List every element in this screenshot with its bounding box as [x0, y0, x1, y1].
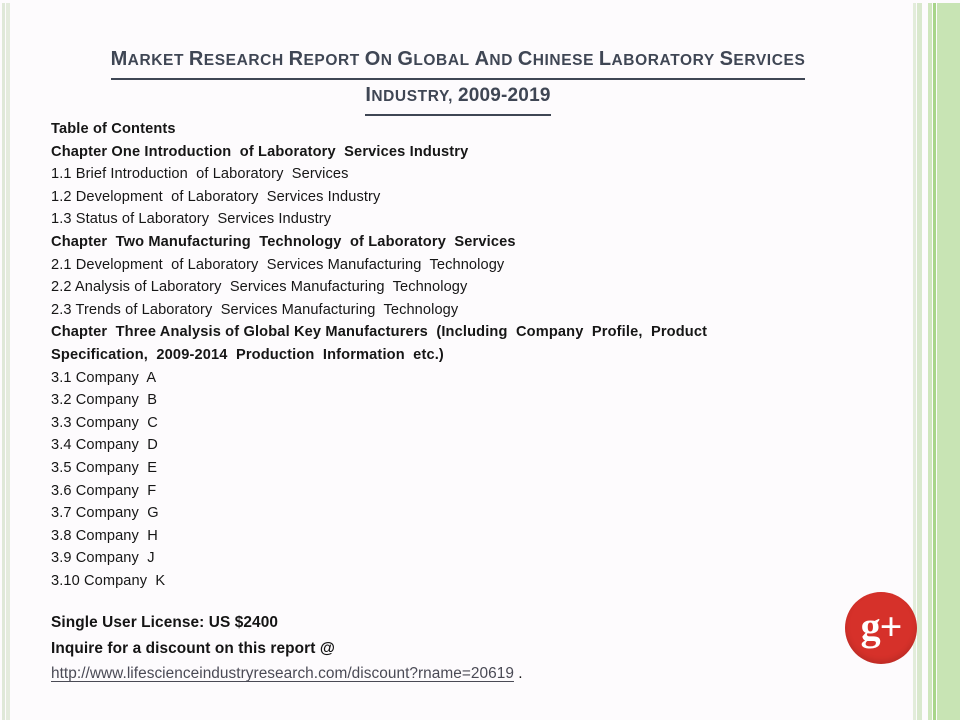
title-cap: M [110, 48, 128, 70]
title-word-services [719, 48, 806, 70]
url-trailing-period: . [513, 665, 523, 682]
title-word-and [474, 48, 514, 70]
title-word-research [188, 48, 284, 70]
discount-inquiry-line: Inquire for a discount on this report @ [51, 639, 335, 657]
toc-item-2-1: 2.1 Development of Laboratory Services Manufacturing Technology [51, 256, 505, 273]
title-rest: NDUSTRY, [371, 88, 454, 105]
toc-item-3-1: 3.1 Company A [51, 369, 157, 386]
toc-chapter-three-line-2: Specification, 2009-2014 Production Information etc.) [51, 346, 444, 363]
toc-item-3-5: 3.5 Company E [51, 459, 158, 476]
toc-item-3-8: 3.8 Company H [51, 527, 158, 544]
right-accent-stripe-3 [928, 0, 932, 720]
title-word-global [397, 48, 470, 70]
title-cap: R [288, 48, 304, 70]
page-title [52, 44, 864, 116]
title-word-laboratory [598, 48, 715, 70]
title-cap: O [364, 48, 381, 70]
title-line-1 [52, 44, 864, 80]
title-cap: G [397, 48, 414, 70]
title-word-industry [365, 84, 454, 106]
right-accent-stripe-5 [937, 0, 960, 720]
table-of-contents [51, 118, 851, 592]
toc-item-3-9: 3.9 Company J [51, 550, 155, 567]
discount-url-line [51, 661, 851, 687]
title-rest: ABORATORY [611, 52, 715, 69]
title-rest: ND [489, 52, 514, 69]
title-rest: EPORT [303, 52, 360, 69]
title-word-chinese [517, 48, 595, 70]
title-cap: R [188, 48, 204, 70]
google-plus-glyph: g+ [860, 604, 902, 649]
title-cap: C [517, 48, 533, 70]
title-year-range: 2009-2019 [457, 85, 551, 106]
toc-item-3-4: 3.4 Company D [51, 437, 158, 454]
discount-link[interactable]: http://www.lifescienceindustryresearch.com/discount?rname=20619 [51, 665, 514, 682]
toc-item-2-3: 2.3 Trends of Laboratory Services Manufacturing Technology [51, 301, 459, 318]
toc-item-1-3: 1.3 Status of Laboratory Services Industry [51, 211, 332, 228]
right-accent-stripe-2 [917, 0, 922, 720]
title-cap: L [598, 48, 612, 70]
right-accent-stripe-4 [933, 0, 936, 720]
top-margin-band [0, 0, 960, 3]
toc-item-3-3: 3.3 Company C [51, 414, 158, 431]
toc-item-3-7: 3.7 Company G [51, 505, 159, 522]
title-rest: ESEARCH [203, 52, 284, 69]
google-plus-icon[interactable] [845, 592, 917, 664]
title-cap: S [719, 48, 734, 70]
toc-item-1-1: 1.1 Brief Introduction of Laboratory Services [51, 166, 349, 183]
toc-item-3-10: 3.10 Company K [51, 572, 166, 589]
license-price-line: Single User License: US $2400 [51, 614, 279, 631]
toc-item-3-6: 3.6 Company F [51, 482, 157, 499]
toc-chapter-one: Chapter One Introduction of Laboratory Services Industry [51, 143, 469, 160]
title-rest: LOBAL [413, 52, 470, 69]
left-accent-stripe-inner [6, 0, 10, 720]
title-rest: ERVICES [733, 52, 806, 69]
title-rest: HINESE [532, 52, 595, 69]
title-cap: I [365, 84, 372, 106]
toc-heading: Table of Contents [51, 121, 176, 137]
footer-block [51, 610, 851, 687]
title-line-2 [52, 80, 864, 116]
toc-item-2-2: 2.2 Analysis of Laboratory Services Manufacturing Technology [51, 279, 468, 296]
title-word-report [288, 48, 360, 70]
title-word-on [364, 48, 393, 70]
title-rest: ARKET [127, 52, 185, 69]
toc-item-3-2: 3.2 Company B [51, 392, 158, 409]
title-word-market [110, 48, 185, 70]
toc-item-1-2: 1.2 Development of Laboratory Services Industry [51, 188, 381, 205]
toc-chapter-two: Chapter Two Manufacturing Technology of Laboratory Services [51, 233, 516, 250]
left-accent-stripe-outer [2, 0, 5, 720]
title-line-2-underline [365, 80, 550, 116]
title-cap: A [474, 48, 490, 70]
toc-chapter-three-line-1: Chapter Three Analysis of Global Key Manufacturers (Including Company Profile, Product [51, 324, 708, 341]
title-line-1-underline [111, 44, 806, 80]
title-rest: N [380, 52, 393, 69]
